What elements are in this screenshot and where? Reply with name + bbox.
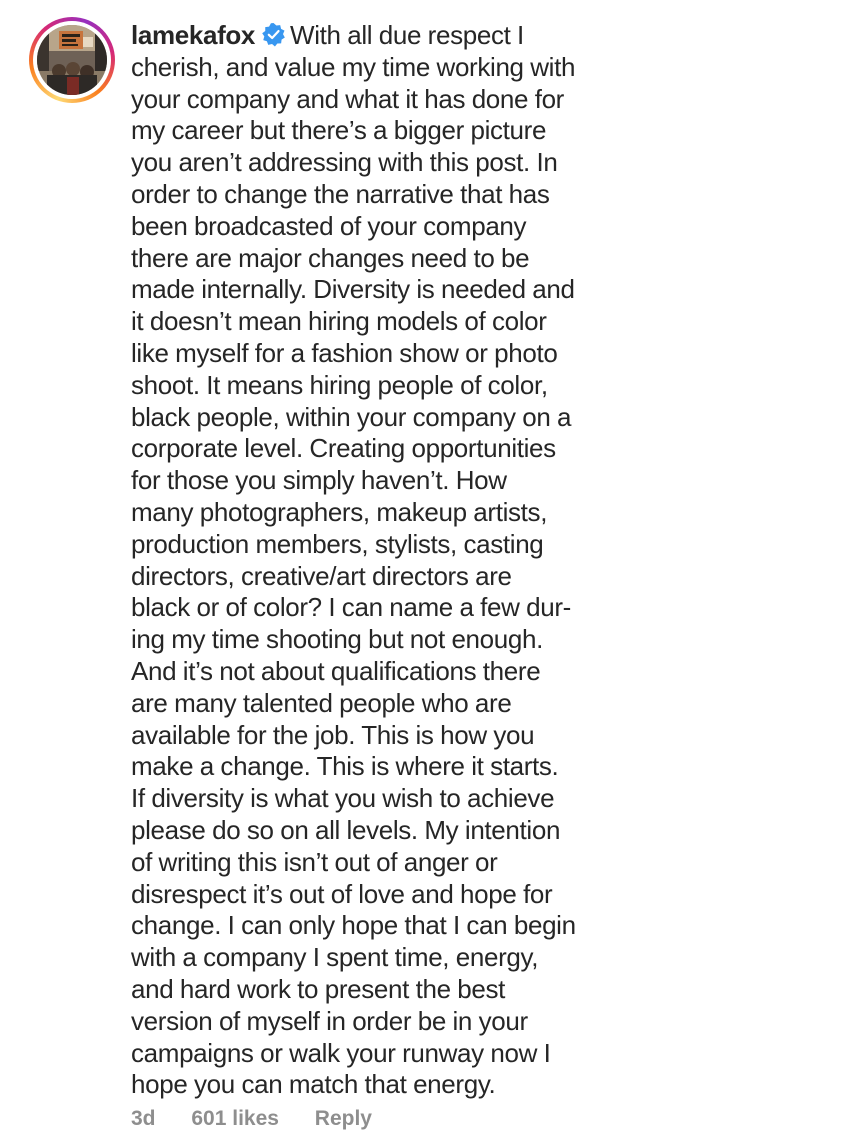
comment-line [131,20,621,52]
comment-text [131,20,621,1101]
comment-line: of writing this isn’t out of anger or [131,846,498,877]
comment-line: shoot. It means hiring people of color, [131,369,548,400]
comment-line: there are major changes need to be [131,242,530,273]
comment-line: cherish, and value my time working with [131,51,576,82]
comment-line: corporate level. Creating opportunities [131,433,556,464]
comment-line-text: With all due respect I [290,20,524,50]
comment-line: please do so on all levels. My intention [131,814,561,845]
comment-line: order to change the narrative that has [131,178,550,209]
comment-line: production members, stylists, casting [131,528,544,559]
comment-line: many photographers, makeup artists, [131,496,548,527]
comment-line: black or of color? I can name a few dur- [131,592,571,623]
comment-line: campaigns or walk your runway now I [131,1037,551,1068]
avatar-ring-gap [33,21,111,99]
username-link[interactable]: lamekafox [131,20,256,50]
comment-timestamp[interactable]: 3d [131,1107,156,1130]
comment-line: are many talented people who are [131,687,512,718]
comment-line: change. I can only hope that I can begin [131,910,576,941]
comment-line: directors, creative/art directors are [131,560,512,591]
comment-line: for those you simply haven’t. How [131,465,507,496]
comment-line: like myself for a fashion show or photo [131,337,558,368]
comment-line: make a change. This is where it starts. [131,751,559,782]
comment-line: hope you can match that energy. [131,1069,496,1100]
comment-line: black people, within your company on a [131,401,572,432]
comment-line: been broadcasted of your company [131,210,527,241]
comment-line: available for the job. This is how you [131,719,535,750]
comment-line: disrespect it’s out of love and hope for [131,878,553,909]
reply-button[interactable]: Reply [314,1107,372,1130]
verified-badge-icon [261,22,286,47]
comment-line: made internally. Diversity is needed and [131,274,575,305]
avatar-photo [37,25,107,95]
comment-line: with a company I spent time, energy, [131,942,539,973]
avatar[interactable] [37,25,107,95]
comment-line: and hard work to present the best [131,973,505,1004]
comment-line: ing my time shooting but not enough. [131,624,543,655]
avatar-story-ring[interactable] [29,17,115,103]
comment-line: version of myself in order be in your [131,1005,528,1036]
likes-count-button[interactable]: 601 likes [191,1107,279,1130]
comment-meta [131,1107,402,1131]
comment-line: If diversity is what you wish to achieve [131,783,555,814]
comment-line: your company and what it has done for [131,83,564,114]
comment-line: it doesn’t mean hiring models of color [131,306,547,337]
comment-line: my career but there’s a bigger picture [131,115,547,146]
comment-line: And it’s not about qualifications there [131,655,541,686]
comment-line: you aren’t addressing with this post. In [131,147,558,178]
